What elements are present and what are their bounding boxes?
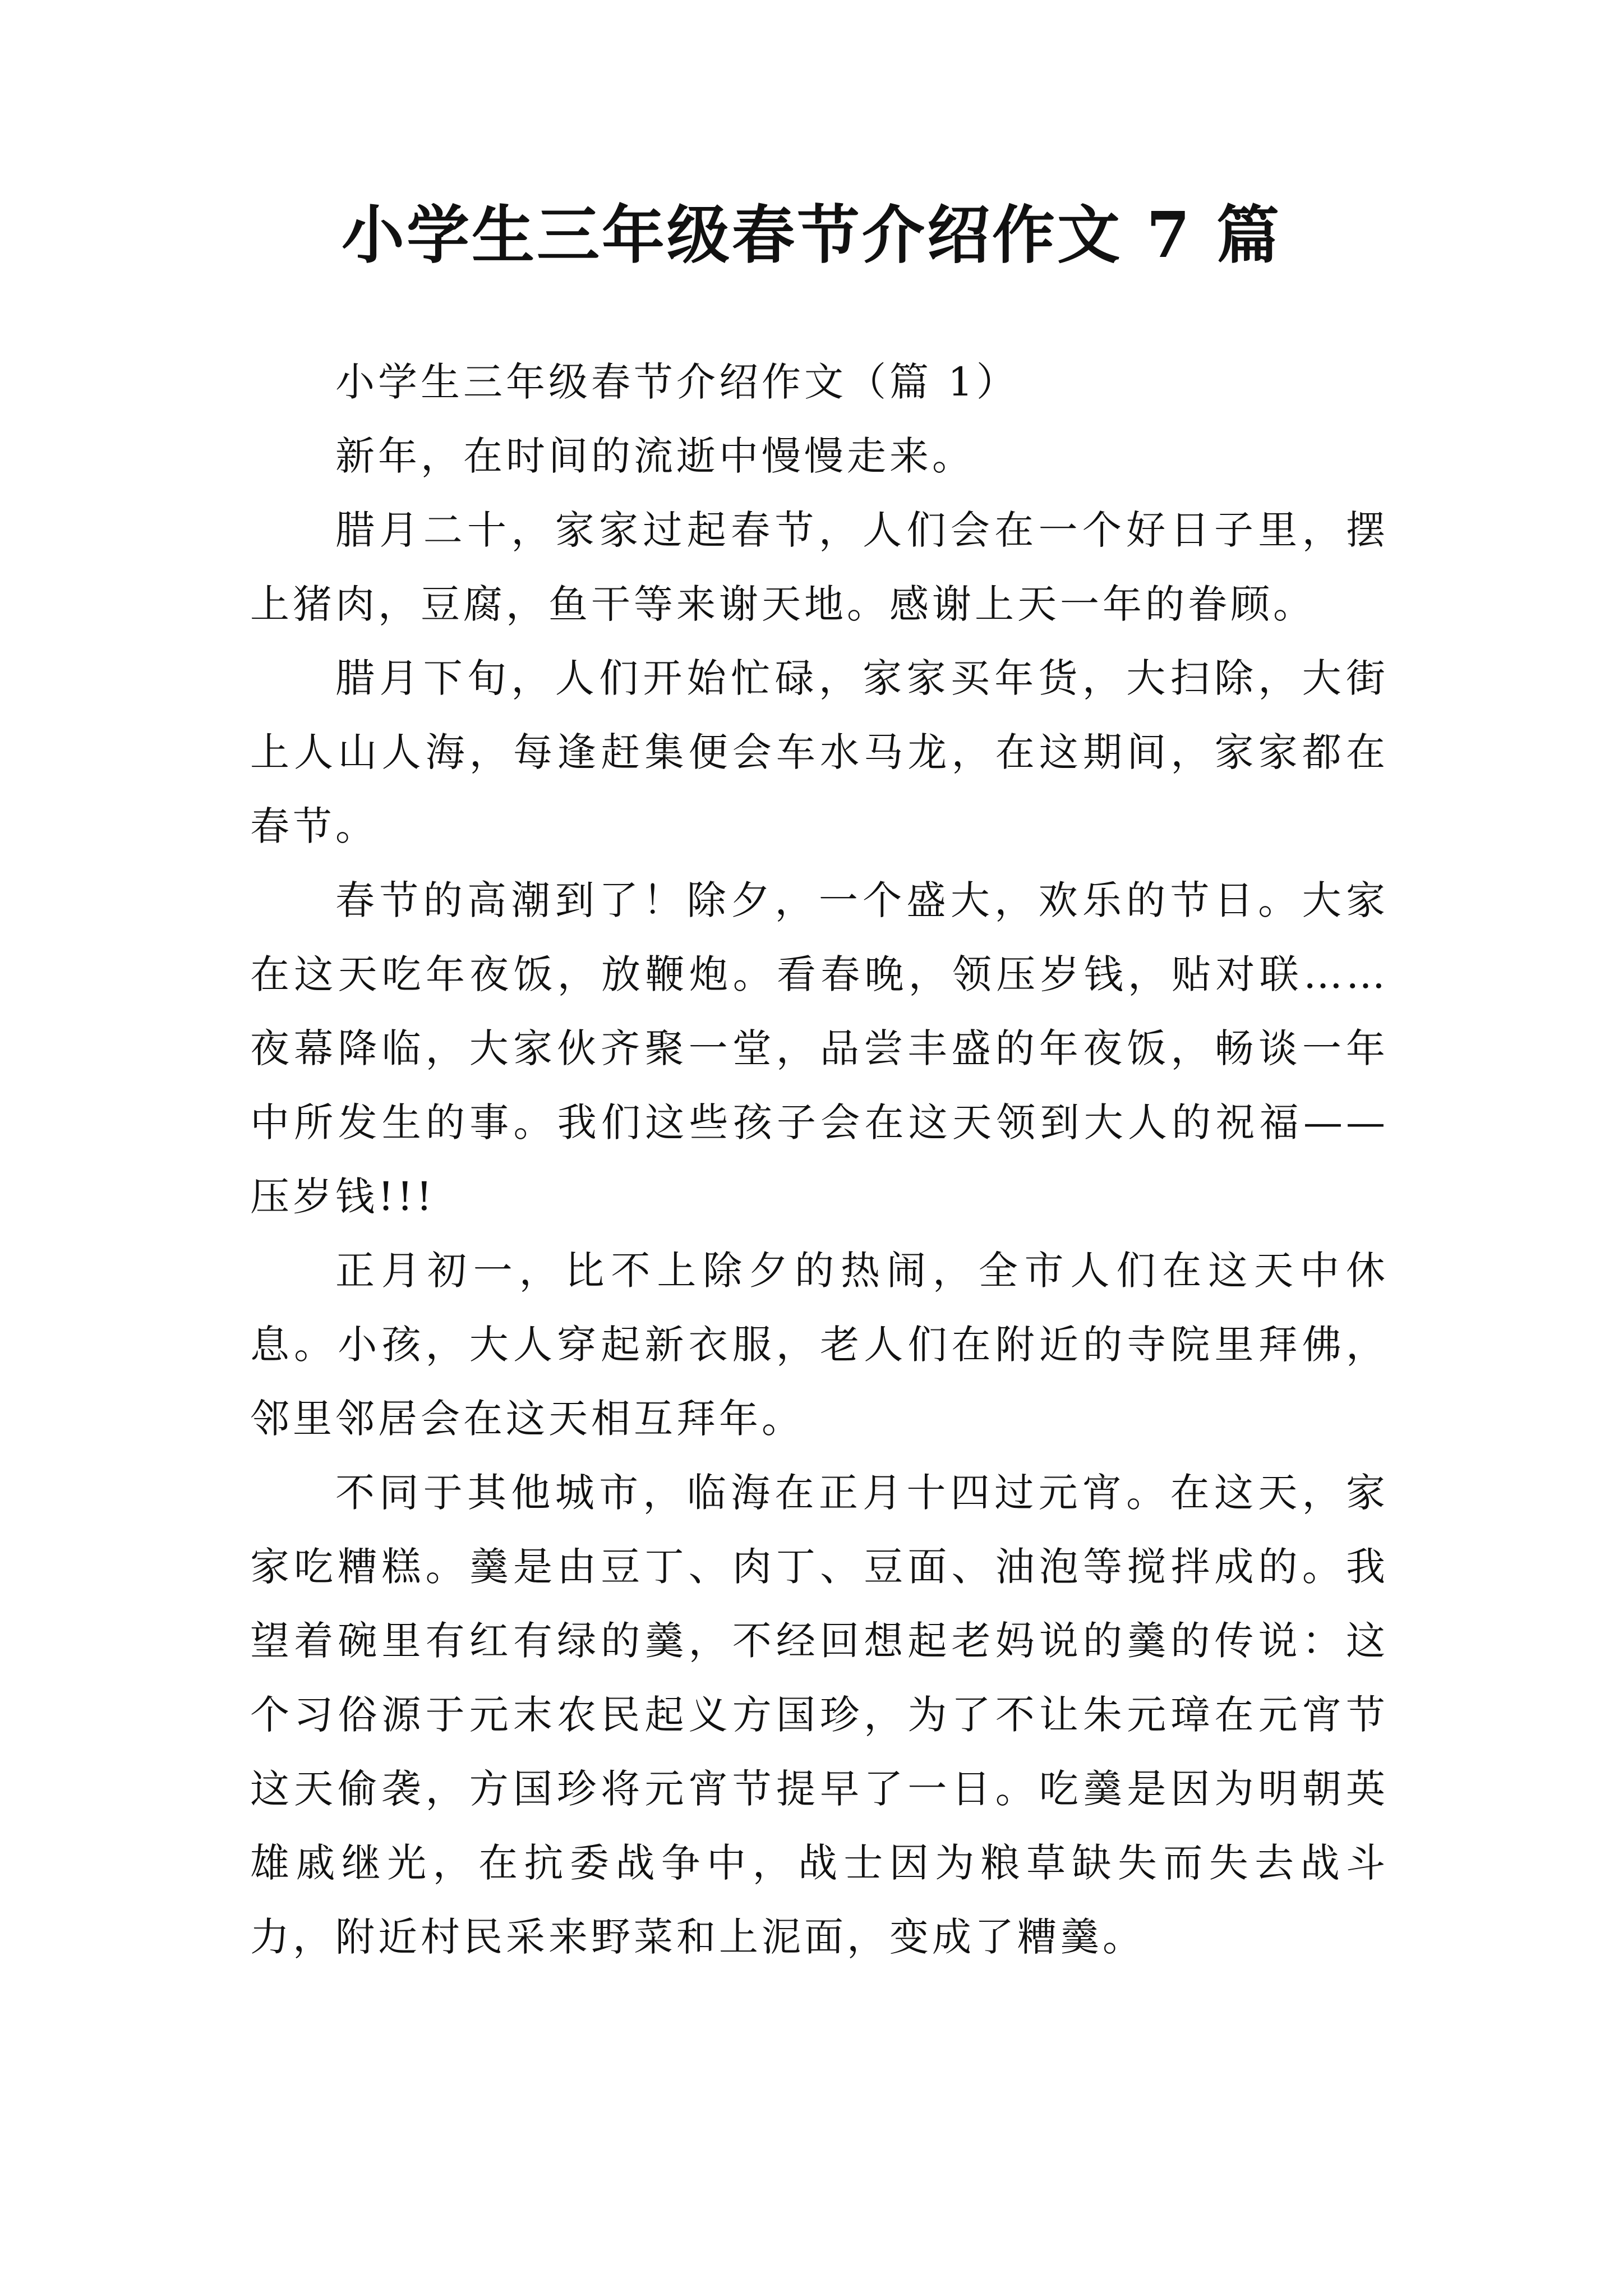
paragraph: 不同于其他城市，临海在正月十四过元宵。在这天，家家吃糟糕。羹是由豆丁、肉丁、豆面、油泡等搅拌成的。我望着碗里有红有绿的羹，不经回想起老妈说的羹的传说：这个习俗源于元末农民起义方国珍，为了不让朱元璋在元宵节这天偷袭，方国珍将元宵节提早了一日。吃羹是因为明朝英雄戚继光，在抗委战争中，战士因为粮草缺失而失去战斗力，附近村民采来野菜和上泥面，变成了糟羹。 xyxy=(250,1470,1389,1960)
document-body xyxy=(250,345,1389,1974)
paragraph: 春节的高潮到了！除夕，一个盛大，欢乐的节日。大家在这天吃年夜饭，放鞭炮。看春晚，领压岁钱，贴对联……夜幕降临，大家伙齐聚一堂，品尝丰盛的年夜饭，畅谈一年中所发生的事。我们这些孩子会在这天领到大人的祝福——压岁钱!!! xyxy=(250,877,1389,1220)
paragraph: 新年，在时间的流逝中慢慢走来。 xyxy=(335,433,975,479)
document-title: 小学生三年级春节介绍作文 7 篇 xyxy=(342,199,1281,272)
paragraph-section-heading: 小学生三年级春节介绍作文（篇 1） xyxy=(335,359,1019,405)
paragraph: 腊月下旬，人们开始忙碌，家家买年货，大扫除，大街上人山人海，每逢赶集便会车水马龙，在这期间，家家都在春节。 xyxy=(250,655,1389,849)
paragraph: 腊月二十，家家过起春节，人们会在一个好日子里，摆上猪肉，豆腐，鱼干等来谢天地。感谢上天一年的眷顾。 xyxy=(250,507,1389,627)
paragraph: 正月初一，比不上除夕的热闹，全市人们在这天中休息。小孩，大人穿起新衣服，老人们在附近的寺院里拜佛，邻里邻居会在这天相互拜年。 xyxy=(250,1248,1389,1442)
